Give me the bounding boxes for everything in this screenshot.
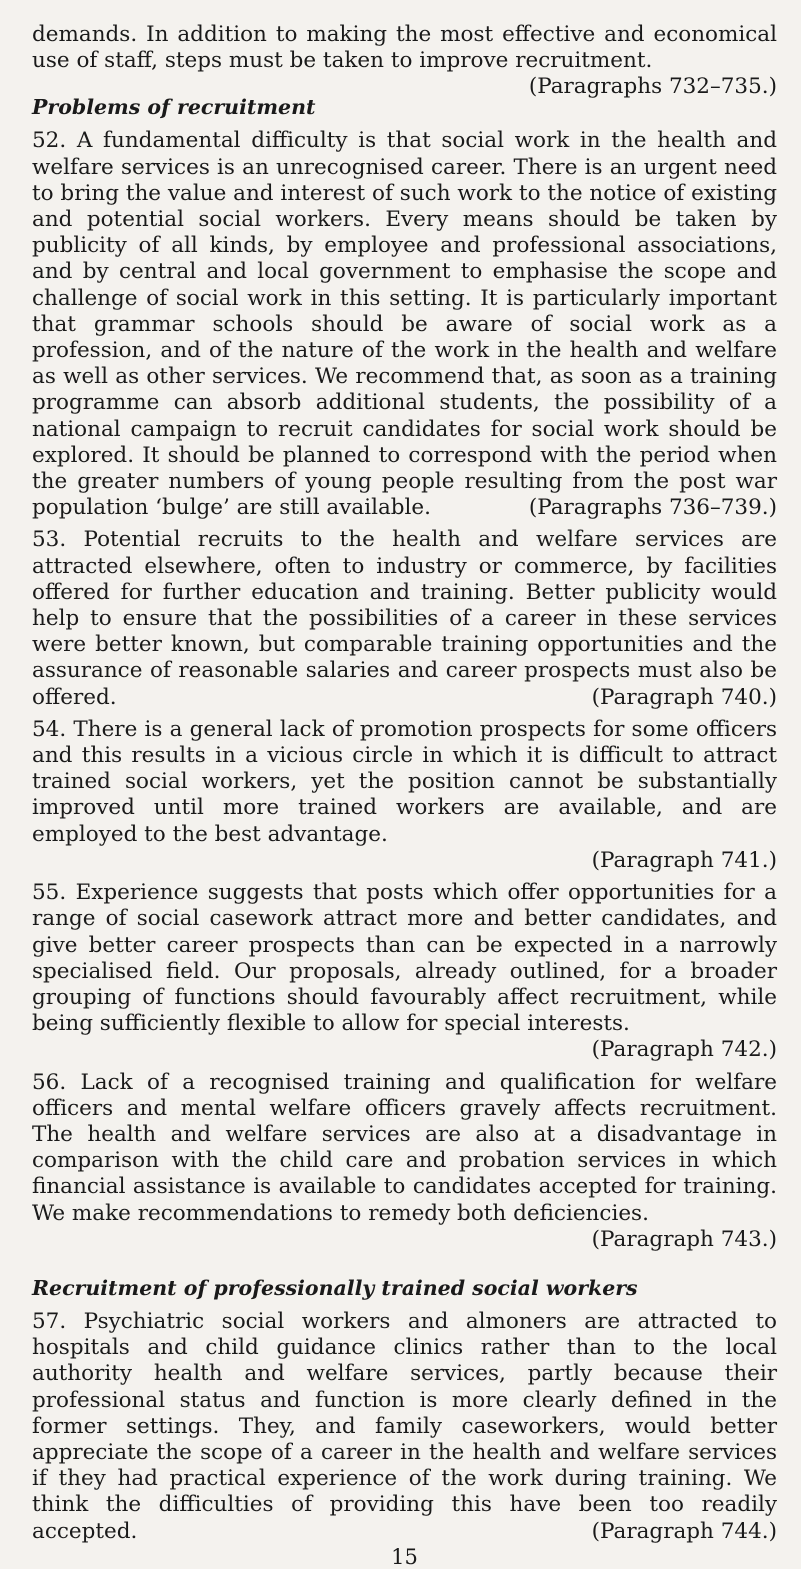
- paragraph-text: 54. There is a general lack of promotion prospects for some officers and this results in a vicious circle in which it is difficult to attract trained social workers, yet the position cannot be substantially improved until more trained workers are available, and are employed to the best advantage.: [32, 716, 777, 847]
- paragraph-55: [32, 880, 777, 1063]
- paragraph-53: [32, 527, 777, 710]
- paragraph-text: 52. A fundamental difficulty is that social work in the health and welfare services is an unrecognised career. There is an urgent need to bring the value and interest of such work to the notice of existing and potential social workers. Every means should be taken by publicity of all kinds, by employee and professional associations, and by central and local government to emphasise the scope and challenge of social work in this setting. It is particularly important that grammar schools should be aware of social work as a profession, and of the nature of the work in the health and welfare as well as other services. We recommend that, as soon as a training programme can absorb additional students, the possibility of a national campaign to recruit candidates for social work should be explored. It should be planned to correspond with the period when the greater numbers of young people resulting from the post war population ‘bulge’ are still available.: [32, 128, 777, 521]
- paragraph-ref: (Paragraph 741.): [591, 847, 777, 873]
- intro-ref: (Paragraphs 732–735.): [528, 74, 777, 100]
- paragraph-57: [32, 1309, 777, 1545]
- paragraph-text: 56. Lack of a recognised training and qualification for welfare officers and mental welfare officers gravely affects recruitment. The health and welfare services are also at a disadvantage in comparison with the child care and probation services in which financial assistance is available to candidates accepted for training. We make recommendations to remedy both deficiencies.: [32, 1069, 777, 1226]
- paragraph-ref: (Paragraphs 736–739.): [528, 495, 777, 521]
- paragraph-text: 55. Experience suggests that posts which offer opportunities for a range of social casework attract more and better candidates, and give better career prospects than can be expected in a narrowly specialised field. Our proposals, already outlined, for a broader grouping of functions should favourably affect recruitment, while being sufficiently flexible to allow for special interests.: [32, 880, 777, 1037]
- paragraph-text: 53. Potential recruits to the health and welfare services are attracted elsewhere, often to industry or commerce, by facilities offered for further education and training. Better publicity would help to ensure that the possibilities of a career in these services were better known, but comparable training opportunities and the assurance of reasonable salaries and career prospects must also be offered.: [32, 527, 777, 710]
- paragraph-ref: (Paragraph 744.): [591, 1518, 777, 1544]
- paragraph-52: [32, 128, 777, 521]
- paragraph-ref: (Paragraph 743.): [591, 1226, 777, 1252]
- section-heading-recruitment-of-trained-workers: Recruitment of professionally trained social workers: [32, 1275, 638, 1300]
- section-heading-problems-of-recruitment: Problems of recruitment: [32, 95, 316, 120]
- intro-text: demands. In addition to making the most effective and economical use of staff, steps must be taken to improve recruitment.: [32, 22, 777, 74]
- paragraph-ref: (Paragraph 740.): [591, 684, 777, 710]
- intro-paragraph: [32, 22, 777, 100]
- paragraph-56: [32, 1070, 777, 1253]
- paragraph-text: 57. Psychiatric social workers and almoners are attracted to hospitals and child guidance clinics rather than to the local authority health and welfare services, partly because their professional status and function is more clearly defined in the former settings. They, and family caseworkers, would better appreciate the scope of a career in the health and welfare services if they had practical experience of the work during training. We think the difficulties of providing this have been too readily accepted.: [32, 1308, 777, 1544]
- page-number: 15: [391, 1544, 418, 1569]
- paragraph-54: [32, 717, 777, 874]
- paragraph-ref: (Paragraph 742.): [591, 1037, 777, 1063]
